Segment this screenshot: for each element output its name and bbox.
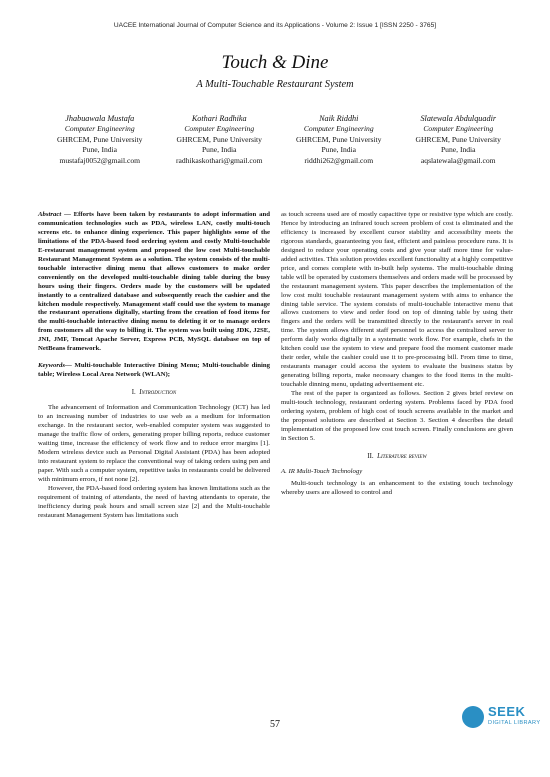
abstract-label: Abstract xyxy=(38,211,62,218)
paper-title: Touch & Dine xyxy=(221,52,329,73)
author-dept: Computer Engineering xyxy=(64,124,135,134)
left-column xyxy=(38,211,270,521)
author-city: Pune, India xyxy=(440,145,476,155)
author-name: Naik Riddhi xyxy=(319,114,359,123)
author-3 xyxy=(279,114,399,166)
author-org: GHRCEM, Pune University xyxy=(176,134,262,144)
author-4 xyxy=(399,114,519,166)
author-email[interactable]: radhikaskothari@gmail.com xyxy=(176,155,263,165)
author-city: Pune, India xyxy=(321,145,357,155)
section-title: Literature review xyxy=(377,452,427,460)
author-dept: Computer Engineering xyxy=(423,124,494,134)
author-org: GHRCEM, Pune University xyxy=(57,134,143,144)
section-heading-introduction xyxy=(38,389,270,398)
keywords-text: — Multi-touchable Interactive Dining Menu; Multi-touchable dining table; Wireless Local Area Network (WLAN); xyxy=(38,362,270,379)
author-org: GHRCEM, Pune University xyxy=(296,134,382,144)
section-heading-literature xyxy=(281,453,513,462)
author-block xyxy=(40,114,518,166)
body-paragraph-3: Multi-touch technology is an enhancement to the existing touch technology whereby users are allowed to control and xyxy=(281,479,513,496)
subsection-heading: A. IR Multi-Touch Technology xyxy=(281,467,363,475)
page-number: 57 xyxy=(270,719,280,730)
author-name: Jhabuawala Mustafa xyxy=(65,114,135,123)
author-dept: Computer Engineering xyxy=(184,124,255,134)
author-city: Pune, India xyxy=(201,145,237,155)
author-name: Slatewala Abdulquadir xyxy=(420,114,497,123)
abstract-text: — Efforts have been taken by restaurants to adopt information and communication technologies such as PDA, wireless LAN, costly multi-touch screens etc. to enhance dining experience. This paper highlights some of the limitations of the PDA-based food ordering system and costly Multi-touchable E-restaurant management system and proposed the low cost Multi-touchable Restaurant Management System as a solution. The system consists of the multi-touchable interactive dining menu that allows customers to make order conveniently on the developed multi-touchable dining table during the busy hours using their fingers. Orders made by the customers will be updated instantly to a centralized database and subsequently reach the cashier and the kitchen module respectively. Management staff could use the system to manage the restaurant operations digitally, starting from the creation of food items for the multi-touchable interactive dining menu to deleting it or to manage orders from customers all the way to billing it. The system was built using JDK, J2SE, JNI, JMF, Tomcat Apache Server, Express PCB, MySQL database on top of NetBeans framework. xyxy=(38,211,270,353)
seek-digital-library-logo xyxy=(462,702,542,742)
intro-paragraph-2: However, the PDA-based food ordering system has known limitations such as the requirement of training of attendants, the need of having attendants to operate, the inefficiency during peak hours and small screen size [2] and the Multi-touchable restaurant Management System has limitations such xyxy=(38,484,270,519)
paper-subtitle: A Multi-Touchable Restaurant System xyxy=(196,79,354,90)
author-1 xyxy=(40,114,160,166)
author-city: Pune, India xyxy=(82,145,118,155)
body-paragraph-1: as touch screens used are of mostly capacitive type or resistive type which are costly. Hence by introducing an infrared touch screen problem of cost is eliminated and the efficiency is increased by excellent cursor stability and accessibility meets the rigorous standards, guaranteeing you fast, efficient and painless procedure runs. It is designed to reduce your operating costs and give your staff more time for value-added activities. This solution provides excellent functionality at a highly competitive price, and comes complete with in-built help systems. The multi-touchable dining table will be operated by customers themselves and orders made will be processed by the restaurant management system. This paper describes the implementation of the low cost multi touchable restaurant management system with aims to enhance the dining table service. The system consists of multi-touchable interactive menu that allows customers to view and order food on top of dinning table by using their fingers and the orders will be transmitted directly to the restaurant's server in real time. The system allows different staff personnel to access the centralized server to perform daily works digitally in a systematic work flow. For example, chefs in the kitchen could use the system to view and prepare food the moment customer made their order, while the cashier could use it to pre-processing bill. From time to time, restaurants manager could access the system to evaluate the business status by generating billing reports, make necessary changes to the food items in the multi-touchable dinning menu, updating advertisement etc. xyxy=(281,211,513,389)
abstract-paragraph xyxy=(38,211,270,354)
author-name: Kothari Radhika xyxy=(191,114,247,123)
journal-header: UACEE International Journal of Computer Science and its Applications - Volume 2: Issue 1 [ISSN 2250 - 3765] xyxy=(113,22,437,29)
author-email[interactable]: mustafaj0052@gmail.com xyxy=(59,155,141,165)
intro-paragraph-1: The advancement of Information and Communication Technology (ICT) has led to an increasing number of industries to use web as a medium for information exchange. In the restaurant sector, web-enabled computer system was suggested to manage the traffic flow of orders, generating proper billing reports, reduce customer waiting time, increase the efficiency of work flow and to reduce error margins [1]. Modern wireless device such as Personal Digital Assistant (PDA) has been adopted into restaurant system to replace the conventional way of taking orders using pen and paper. With such a computer system, repetitive tasks in restaurants could be delivered with minimum errors, if not none [2]. xyxy=(38,404,270,483)
author-email[interactable]: riddhi262@gmail.com xyxy=(304,155,374,165)
logo-word: SEEK xyxy=(488,704,526,719)
author-email[interactable]: aqslatewala@gmail.com xyxy=(420,155,496,165)
logo-circle-icon xyxy=(462,706,484,728)
author-2 xyxy=(160,114,280,166)
body-paragraph-2: The rest of the paper is organized as follows. Section 2 gives brief review on multi-touch technology, restaurant ordering system. Problems faced by PDA food ordering system, problem of high cost of touch screens available in the market and the proposed solutions are described at Section 3. Section 4 describes the detail implementation of the proposed low cost touch screen. Finally conclusions are given in Section 5. xyxy=(281,390,513,442)
keywords-label: Keywords xyxy=(38,362,65,370)
section-number: II. xyxy=(367,452,374,460)
keywords-paragraph xyxy=(38,362,270,380)
section-title: Introduction xyxy=(139,389,177,397)
right-column xyxy=(281,211,513,498)
logo-subword: DIGITAL LIBRARY xyxy=(488,720,541,726)
author-org: GHRCEM, Pune University xyxy=(415,134,501,144)
author-dept: Computer Engineering xyxy=(303,124,374,134)
section-number: I. xyxy=(131,389,136,397)
